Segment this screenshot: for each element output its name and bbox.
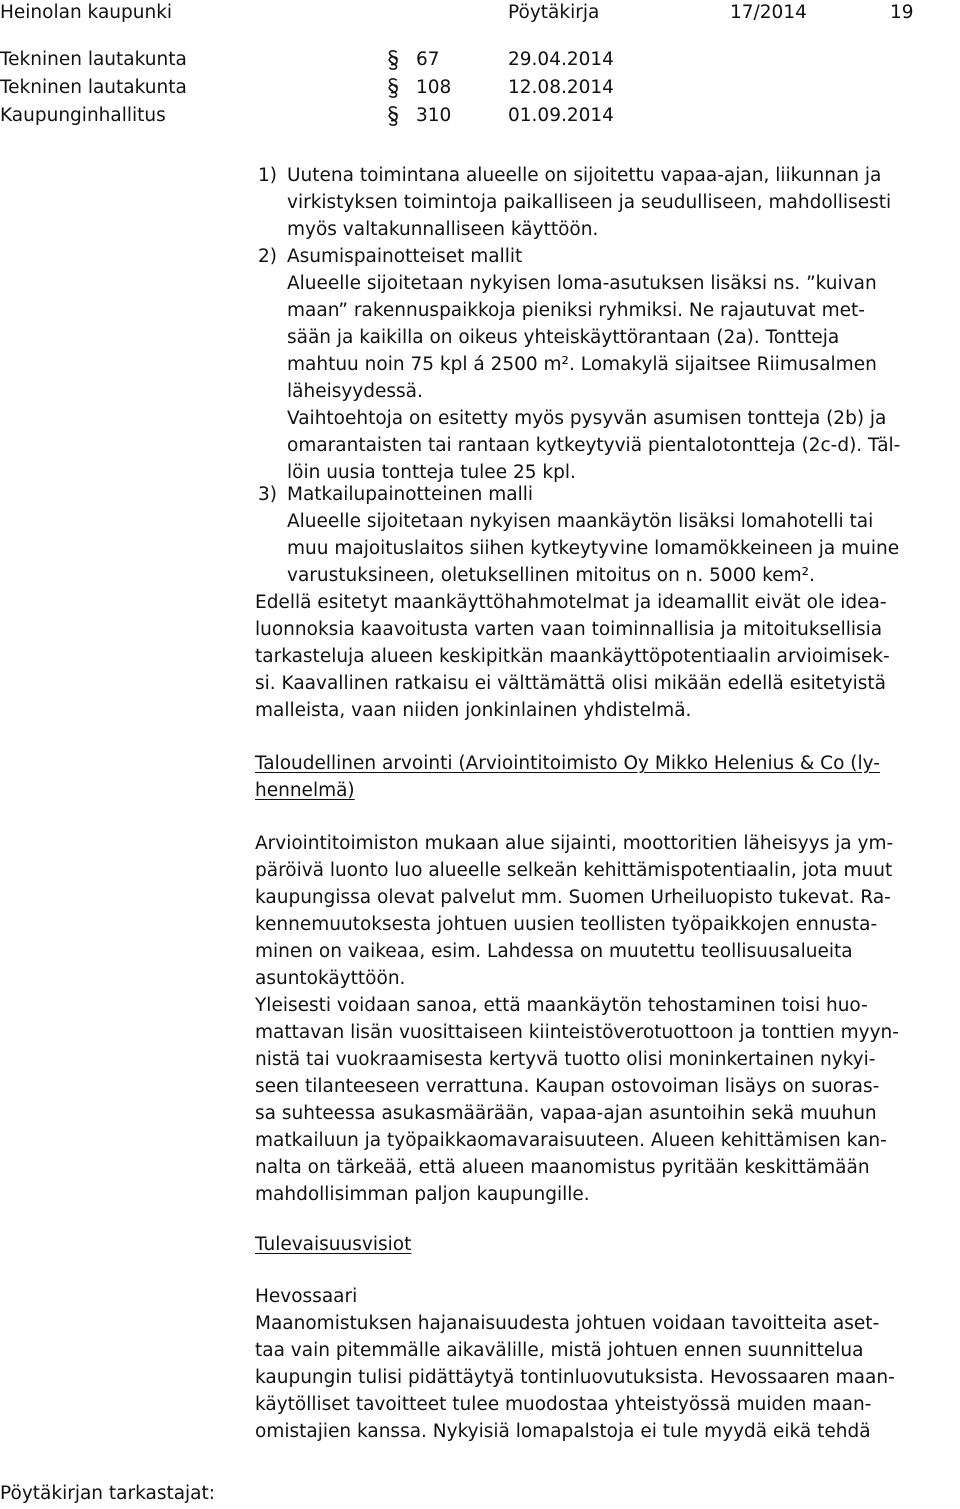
item-text-line: omarantaisten tai rantaan kytkeytyviä pientalotontteja (2c-d). Täl- (287, 435, 901, 456)
paragraph-line: kaupungissa olevat palvelut mm. Suomen Urheiluopisto tukevat. Ra- (255, 887, 891, 908)
paragraph-line: Yleisesti voidaan sanoa, että maankäytön tehostaminen toisi huo- (255, 995, 868, 1016)
heading-line: hennelmä) (255, 780, 355, 801)
economic-paragraph (255, 992, 960, 1208)
paragraph-section-icon (384, 75, 402, 101)
item-text-line: löin uusia tontteja tulee 25 kpl. (287, 462, 576, 483)
paragraph-line: kaupungin tulisi pidättäytyä tontinluovutuksista. Hevossaaren maan- (255, 1367, 895, 1388)
paragraph-line: seen tilanteeseen verrattuna. Kaupan ostovoiman lisäys on suoras- (255, 1076, 880, 1097)
committee-name: Tekninen lautakunta (0, 49, 187, 70)
heading-line: Taloudellinen arvointi (Arviointitoimisto Oy Mikko Helenius & Co (ly- (255, 753, 880, 774)
heading-line: Tulevaisuusvisiot (255, 1234, 412, 1255)
city-name: Heinolan kaupunki (0, 2, 173, 23)
item-text-line: maan” rakennuspaikkoja pieniksi ryhmiksi. Ne rajautuvat met- (287, 300, 865, 321)
paragraph-line: matkailuun ja työpaikkaomavaraisuuteen. Alueen kehittämisen kan- (255, 1130, 887, 1151)
page-number: 19 (890, 2, 914, 23)
item-number: 2) (258, 246, 277, 267)
paragraph-line: minen on vaikeaa, esim. Lahdessa on muutettu teollisuusalueita (255, 941, 853, 962)
paragraph-line: si. Kaavallinen ratkaisu ei välttämättä olisi mikään edellä esitetyistä (255, 673, 886, 694)
paragraph-line: tarkasteluja alueen keskipitkän maankäyttöpotentiaalin arvioimisek- (255, 646, 890, 667)
paragraph-line: sa suhteessa asukasmäärään, vapaa-ajan asuntoihin sekä muuhun (255, 1103, 877, 1124)
meeting-date: 29.04.2014 (508, 49, 614, 70)
item-number: 3) (258, 484, 277, 505)
committee-name: Tekninen lautakunta (0, 77, 187, 98)
item-text-line: Alueelle sijoitetaan nykyisen maankäytön lisäksi lomahotelli tai (287, 511, 874, 532)
item-text-line: myös valtakunnalliseen käyttöön. (287, 219, 599, 240)
paragraph-line: luonnoksia kaavoitusta varten vaan toiminnallisia ja mitoituksellisia (255, 619, 883, 640)
paragraph-line: omistajien kanssa. Nykyisiä lomapalstoja ei tule myydä eikä tehdä (255, 1421, 871, 1442)
item-text-line: mahtuu noin 75 kpl á 2500 m². Lomakylä sijaitsee Riimusalmen (287, 354, 877, 375)
paragraph-line: taa vain pitemmälle aikavälille, mistä johtuen ennen suunnittelua (255, 1340, 864, 1361)
document-number: 17/2014 (730, 2, 807, 23)
paragraph-line: asuntokäyttöön. (255, 968, 406, 989)
committee-name: Kaupunginhallitus (0, 105, 166, 126)
item-text-line: Uutena toimintana alueelle on sijoitettu vapaa-ajan, liikunnan ja (287, 165, 882, 186)
item-number: 1) (258, 165, 277, 186)
item-text-line: Alueelle sijoitetaan nykyisen loma-asutuksen lisäksi ns. ”kuivan (287, 273, 877, 294)
section-number: 67 (416, 49, 440, 70)
paragraph-line: Maanomistuksen hajanaisuudesta johtuen voidaan tavoitteita aset- (255, 1313, 880, 1334)
section-subheading: Hevossaari (255, 1286, 358, 1307)
economic-paragraph (255, 830, 960, 992)
paragraph-section-icon (384, 103, 402, 129)
item-text-line: muu majoituslaitos siihen kytkeytyvine lomamökkeineen ja muine (287, 538, 900, 559)
item-title: Asumispainotteiset mallit (287, 246, 523, 267)
meeting-date: 12.08.2014 (508, 77, 614, 98)
future-visions-heading (255, 1231, 960, 1258)
paragraph-line: Arviointitoimiston mukaan alue sijainti, moottoritien läheisyys ja ym- (255, 833, 894, 854)
hevossaari-section (255, 1283, 960, 1445)
paragraph-line: käytölliset tavoitteet tulee muodostaa yhteistyössä muiden maan- (255, 1394, 872, 1415)
item-text-line: sään ja kaikilla on oikeus yhteiskäyttörantaan (2a). Tontteja (287, 327, 840, 348)
paragraph-line: mattavan lisän vuosittaiseen kiinteistöverotuottoon ja tonttien myyn- (255, 1022, 899, 1043)
item-text-line: läheisyydessä. (287, 381, 423, 402)
item-text-line: Vaihtoehtoja on esitetty myös pysyvän asumisen tontteja (2b) ja (287, 408, 887, 429)
item-text-line: virkistyksen toimintoja paikalliseen ja seudulliseen, mahdollisesti (287, 192, 892, 213)
paragraph-line: päröivä luonto luo alueelle selkeän kehittämispotentiaalin, jota muut (255, 860, 893, 881)
paragraph-line: malleista, vaan niiden jonkinlainen yhdistelmä. (255, 700, 692, 721)
paragraph-line: Edellä esitetyt maankäyttöhahmotelmat ja ideamallit eivät ole idea- (255, 592, 887, 613)
document-type: Pöytäkirja (508, 2, 600, 23)
paragraph-line: nistä tai vuokraamisesta kertyvä tuotto olisi moninkertainen nykyi- (255, 1049, 876, 1070)
paragraph-line: nalta on tärkeää, että alueen maanomistus pyritään keskittämään (255, 1157, 870, 1178)
section-number: 310 (416, 105, 452, 126)
meeting-date: 01.09.2014 (508, 105, 614, 126)
item-text-line: varustuksineen, oletuksellinen mitoitus on n. 5000 kem². (287, 565, 815, 586)
paragraph-section-icon (384, 47, 402, 73)
economic-evaluation-heading (255, 750, 960, 804)
summary-paragraph (255, 589, 960, 724)
reviewers-label: Pöytäkirjan tarkastajat: (0, 1483, 216, 1504)
paragraph-line: kennemuutoksesta johtuen uusien teollisten työpaikkojen ennusta- (255, 914, 878, 935)
paragraph-line: mahdollisimman paljon kaupungille. (255, 1184, 590, 1205)
item-title: Matkailupainotteinen malli (287, 484, 534, 505)
section-number: 108 (416, 77, 452, 98)
